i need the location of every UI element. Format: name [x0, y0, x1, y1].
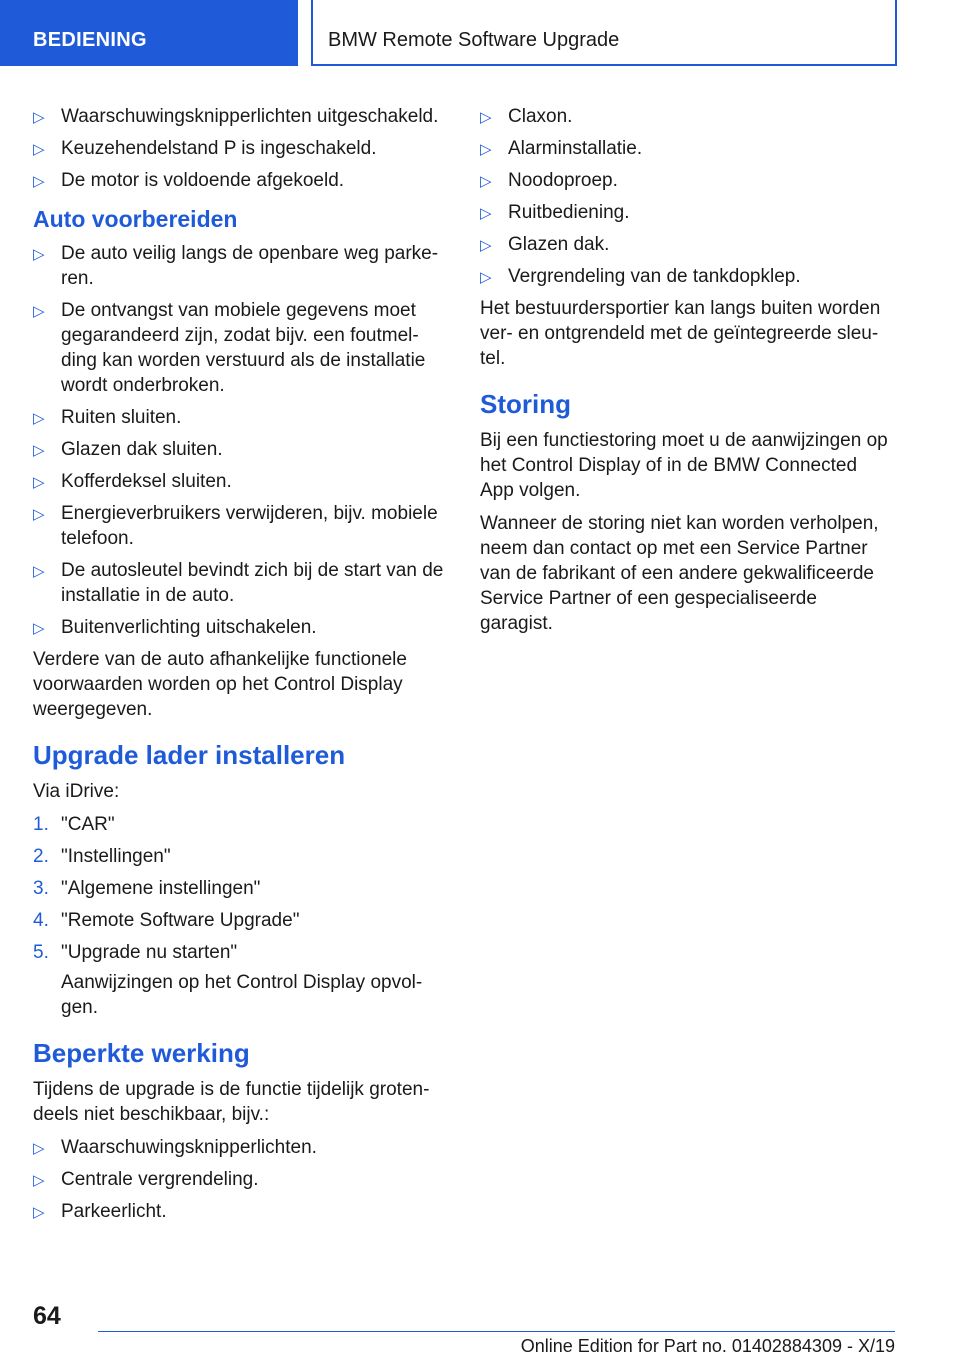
chapter-title-box [311, 0, 897, 66]
conditions-list [33, 104, 445, 193]
list-item: ▷ De ontvangst van mobiele gegevens moet gegarandeerd zijn, zodat bijv. een foutmelding kan worden verstuurd als de installatie wordt onderbroken. [33, 300, 426, 396]
heading-auto-voorbereiden: Auto voorbereiden [33, 206, 238, 232]
page-number: 64 [33, 1302, 61, 1330]
triangle-bullet-icon: ▷ [480, 269, 492, 286]
triangle-bullet-icon: ▷ [33, 442, 45, 459]
triangle-bullet-icon: ▷ [480, 205, 492, 222]
step-number: 5. [33, 942, 49, 963]
list-item: ▷ Vergrendeling van de tankdopklep. [480, 264, 895, 289]
preparation-list [33, 241, 445, 640]
step-note: Aanwijzingen op het Control Display opvolgen. [61, 972, 423, 1018]
paragraph-functional-conditions: Verdere van de auto afhankelijke functionele voorwaarden worden op het Control Display weergegeven. [33, 649, 407, 720]
list-item: ▷ Noodoproep. [480, 168, 895, 193]
footer-divider [98, 1331, 895, 1332]
triangle-bullet-icon: ▷ [33, 303, 45, 320]
list-item: ▷ Ruitbediening. [480, 200, 895, 225]
triangle-bullet-icon: ▷ [480, 237, 492, 254]
triangle-bullet-icon: ▷ [480, 141, 492, 158]
triangle-bullet-icon: ▷ [33, 109, 45, 126]
step-item: 5. "Upgrade nu starten" [33, 942, 238, 963]
triangle-bullet-icon: ▷ [33, 410, 45, 427]
list-item: ▷ De autosleutel bevindt zich bij de start van de installatie in de auto. [33, 560, 444, 606]
unavailable-functions-list-continued [480, 104, 895, 289]
list-item: ▷ Energieverbruikers verwijderen, bijv. mobiele telefoon. [33, 503, 438, 549]
triangle-bullet-icon: ▷ [480, 109, 492, 126]
list-item: ▷ Glazen dak. [480, 232, 895, 257]
section-label: BEDIENING [33, 29, 147, 51]
right-column [480, 104, 895, 644]
step-number: 3. [33, 878, 49, 899]
triangle-bullet-icon: ▷ [33, 506, 45, 523]
paragraph-driver-door: Het bestuurdersportier kan langs buiten worden ver- en ontgrendeld met de geïntegreerde sleutel. [480, 298, 881, 369]
list-item: ▷ Buitenverlichting uitschakelen. [33, 615, 445, 640]
triangle-bullet-icon: ▷ [33, 141, 45, 158]
paragraph-malfunction: Bij een functiestoring moet u de aanwijzingen op het Control Display of in de BMW Connected App volgen. [480, 430, 888, 501]
section-tab [0, 0, 298, 66]
step-number: 2. [33, 846, 49, 867]
triangle-bullet-icon: ▷ [33, 1204, 45, 1221]
step-number: 4. [33, 910, 49, 931]
footer-edition: Online Edition for Part no. 01402884309 - X/19 [520, 1336, 895, 1356]
triangle-bullet-icon: ▷ [33, 620, 45, 637]
step-item: 4. "Remote Software Upgrade" [33, 910, 300, 931]
heading-storing: Storing [480, 389, 571, 419]
triangle-bullet-icon: ▷ [33, 246, 45, 263]
unavailable-functions-list [33, 1135, 445, 1224]
chapter-title: BMW Remote Software Upgrade [328, 29, 620, 51]
heading-upgrade-lader: Upgrade lader installeren [33, 740, 346, 770]
triangle-bullet-icon: ▷ [33, 1140, 45, 1157]
paragraph-service-partner: Wanneer de storing niet kan worden verholpen, neem dan contact op met een Service Partner van de fabrikant of een andere gekwalificeerde Service Partner of een gespecialiseerde garagist. [480, 513, 879, 634]
list-item: ▷ Centrale vergrendeling. [33, 1167, 445, 1192]
via-idrive: Via iDrive: [33, 781, 120, 802]
list-item: ▷ Waarschuwingsknipperlichten uitgeschakeld. [33, 104, 445, 129]
list-item: ▷ De motor is voldoende afgekoeld. [33, 168, 445, 193]
step-item: 3. "Algemene instellingen" [33, 878, 261, 899]
heading-beperkte-werking: Beperkte werking [33, 1038, 250, 1068]
triangle-bullet-icon: ▷ [33, 173, 45, 190]
triangle-bullet-icon: ▷ [33, 1172, 45, 1189]
left-column [33, 104, 445, 1231]
step-item: 1. "CAR" [33, 814, 115, 835]
paragraph-limited-function: Tijdens de upgrade is de functie tijdelijk grotendeels niet beschikbaar, bijv.: [33, 1079, 430, 1125]
list-item: ▷ Ruiten sluiten. [33, 405, 445, 430]
step-item: 2. "Instellingen" [33, 846, 171, 867]
list-item: ▷ Alarminstallatie. [480, 136, 895, 161]
list-item: ▷ Waarschuwingsknipperlichten. [33, 1135, 445, 1160]
idrive-steps [33, 812, 445, 965]
list-item: ▷ Parkeerlicht. [33, 1199, 445, 1224]
list-item: ▷ Glazen dak sluiten. [33, 437, 445, 462]
triangle-bullet-icon: ▷ [33, 474, 45, 491]
step-number: 1. [33, 814, 49, 835]
triangle-bullet-icon: ▷ [480, 173, 492, 190]
triangle-bullet-icon: ▷ [33, 563, 45, 580]
list-item: ▷ Keuzehendelstand P is ingeschakeld. [33, 136, 445, 161]
list-item: ▷ Kofferdeksel sluiten. [33, 469, 445, 494]
list-item: ▷ De auto veilig langs de openbare weg parkeren. [33, 243, 439, 289]
list-item: ▷ Claxon. [480, 104, 895, 129]
page-header [0, 0, 960, 66]
